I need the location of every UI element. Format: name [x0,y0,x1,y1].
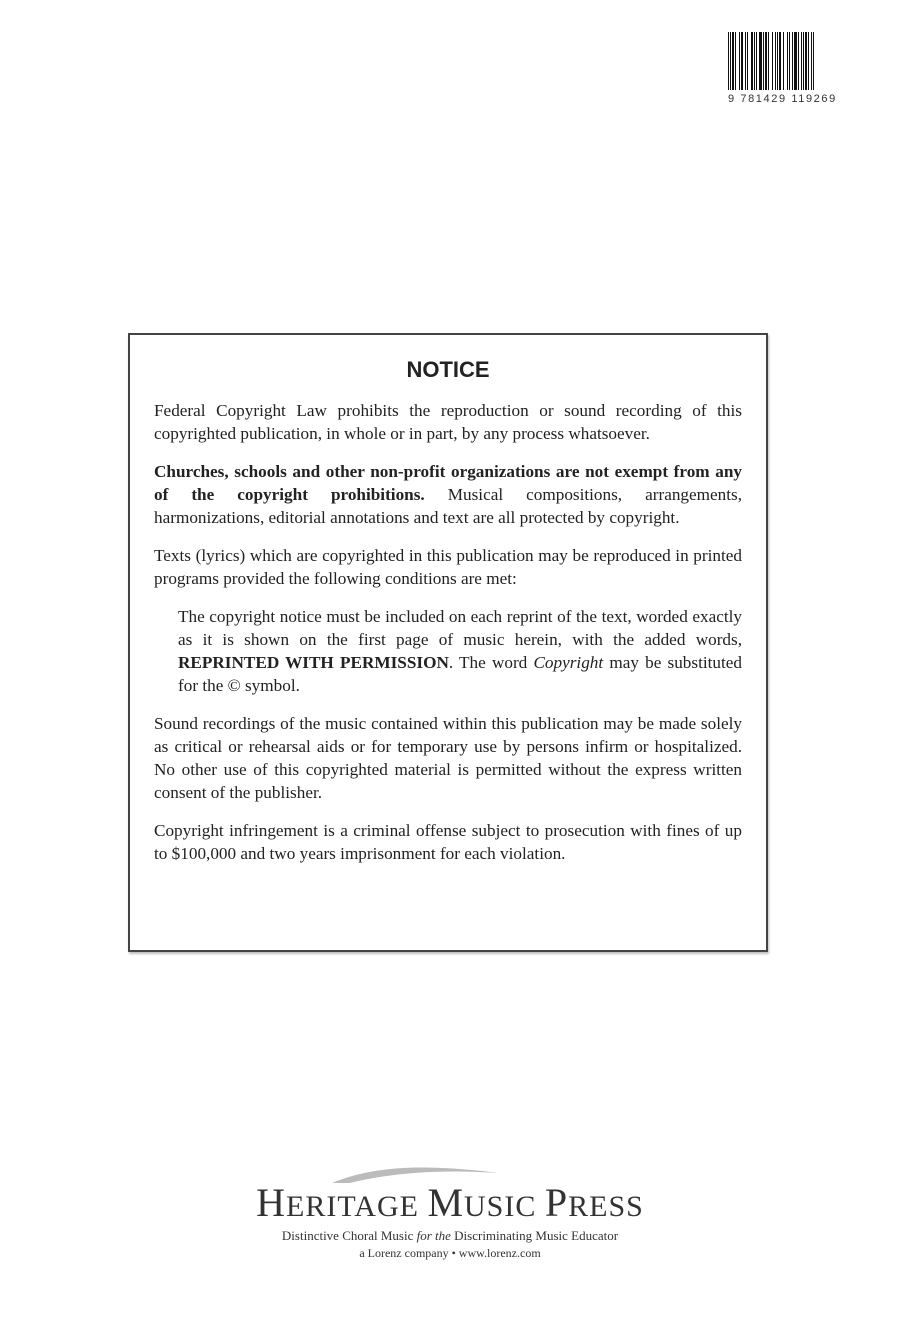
reprint-condition-text-2: . The word [448,653,534,672]
barcode-bars [728,32,866,90]
publisher-logo: HERITAGE MUSIC PRESS [256,1180,644,1225]
notice-paragraph-3: Texts (lyrics) which are copyrighted in this publication may be reproduced in printed programs provided the following conditions are met: [154,546,742,588]
publisher-footer [0,1165,900,1261]
publisher-tagline: Distinctive Choral Music for the Discriminating Music Educator [281,1228,619,1243]
reprint-permission-words: REPRINTED WITH PERMISSION [178,653,449,672]
notice-paragraph-4 [178,605,742,697]
exemption-statement: Churches, schools and other non-profit organizations are not exempt from any of the copyright prohibitions. [154,462,742,504]
reprint-condition-text: The copyright notice must be included on each reprint of the text, worded exactly as it is shown on the first page of music herein, with the added words, [178,607,742,649]
notice-title: NOTICE [406,357,490,382]
notice-paragraph-5: Sound recordings of the music contained within this publication may be made solely as critical or rehearsal aids or for temporary use by persons infirm or hospitalized. No other use of this copyrighted material is permitted without the express written consent of the publisher. [154,714,742,802]
notice-box [128,333,768,952]
protection-statement: Musical compositions, arrangements, harmonizations, editorial annotations and text are all protected by copyright. [154,485,742,527]
copyright-word: Copyright [533,653,604,672]
publisher-website: a Lorenz company • www.lorenz.com [359,1246,541,1260]
notice-paragraph-6: Copyright infringement is a criminal offense subject to prosecution with fines of up to $100,000 and two years imprisonment for each violation. [154,821,742,863]
reprint-condition-text-3: may be substituted for the © symbol. [178,653,743,695]
notice-paragraph-2 [154,460,742,529]
barcode-digits: 9 781429 119269 [728,93,837,105]
notice-paragraph-1: Federal Copyright Law prohibits the reproduction or sound recording of this copyrighted publication, in whole or in part, by any process whatsoever. [154,401,742,443]
barcode [728,32,866,105]
